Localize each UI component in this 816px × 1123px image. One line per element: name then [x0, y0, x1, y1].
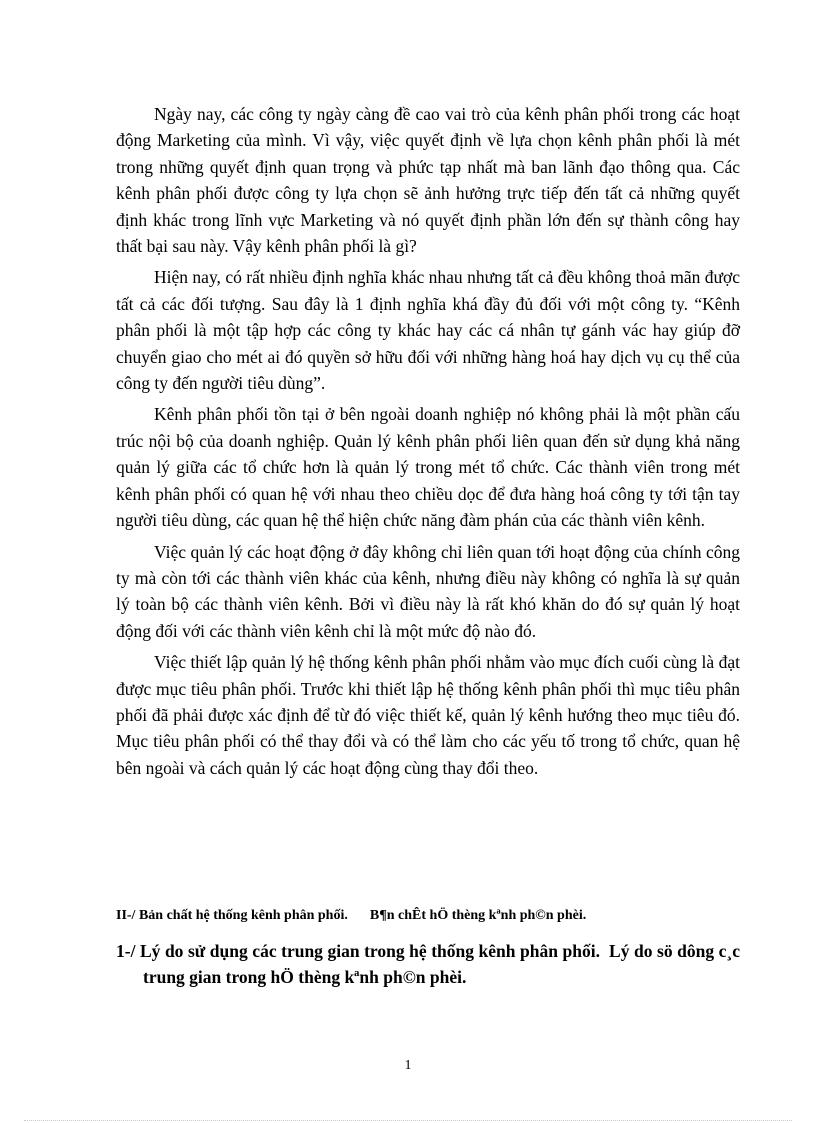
- paragraph-3: Kênh phân phối tồn tại ở bên ngoài doanh nghiệp nó không phải là một phần cấu trúc nội bộ của doanh nghiệp. Quản lý kênh phân phối liên quan đến sử dụng khả năng quản lý giữa các tổ chức hơn là quản lý trong mét tổ chức. Các thành viên trong mét kênh phân phối có quan hệ với nhau theo chiều dọc để đưa hàng hoá công ty tới tận tay người tiêu dùng, các quan hệ thể hiện chức năng đàm phán của các thành viên kênh.: [116, 404, 740, 531]
- section-heading-text: II-/ Bản chất hệ thống kênh phân phối.: [116, 908, 348, 923]
- section-heading-garbled: B¶n chÊt hÖ thèng kªnh ph©n phèi.: [369, 908, 587, 923]
- paragraph-1: Ngày nay, các công ty ngày càng đề cao vai trò của kênh phân phối trong các hoạt động Marketing của mình. Vì vậy, việc quyết định về lựa chọn kênh phân phối là mét trong những quyết định quan trọng và phức tạp nhất mà ban lãnh đạo thông qua. Các kênh phân phối được công ty lựa chọn sẽ ảnh hưởng trực tiếp đến tất cả những quyết định khác trong lĩnh vực Marketing và nó quyết định phần lớn đến sự thành công hay thất bại sau này. Vậy kênh phân phối là gì?: [116, 104, 740, 257]
- subsection-heading: [116, 938, 740, 990]
- paragraph-5: Việc thiết lập quản lý hệ thống kênh phân phối nhằm vào mục đích cuối cùng là đạt được mục tiêu phân phối. Trước khi thiết lập hệ thống kênh phân phối thì mục tiêu phân phối đã phải được xác định để từ đó việc thiết kế, quản lý kênh hướng theo mục tiêu đó. Mục tiêu phân phối có thể thay đổi và có thể làm cho các yếu tố trong tổ chức, quan hệ bên ngoài và cách quản lý các hoạt động cùng thay đổi theo.: [116, 652, 740, 778]
- page-edge-divider: [24, 1120, 792, 1121]
- subsection-heading-text: 1-/ Lý do sử dụng các trung gian trong hệ thống kênh phân phối.: [116, 941, 600, 961]
- section-heading: [116, 906, 740, 926]
- subsection-heading-garbled: Lý do sö dông c¸c trung gian trong hÖ thèng kªnh ph©n phèi.: [143, 941, 740, 987]
- page-number: 1: [404, 1058, 412, 1073]
- paragraph-4: Việc quản lý các hoạt động ở đây không chỉ liên quan tới hoạt động của chính công ty mà còn tới các thành viên khác của kênh, nhưng điều này không có nghĩa là sự quản lý toàn bộ các thành viên kênh. Bởi vì điều này là rất khó khăn do đó sự quản lý hoạt động đối với các thành viên kênh chỉ là một mức độ nào đó.: [116, 541, 740, 641]
- paragraph-2: Hiện nay, có rất nhiều định nghĩa khác nhau nhưng tất cả đều không thoả mãn được tất cả các đối tượng. Sau đây là 1 định nghĩa khá đầy đủ đối với một công ty. “Kênh phân phối là một tập hợp các công ty khác hay các cá nhân tự gánh vác hay giúp đỡ chuyển giao cho mét ai đó quyền sở hữu đối với những hàng hoá hay dịch vụ cụ thể của công ty đến người tiêu dùng”.: [116, 267, 740, 394]
- body-text: [116, 101, 740, 786]
